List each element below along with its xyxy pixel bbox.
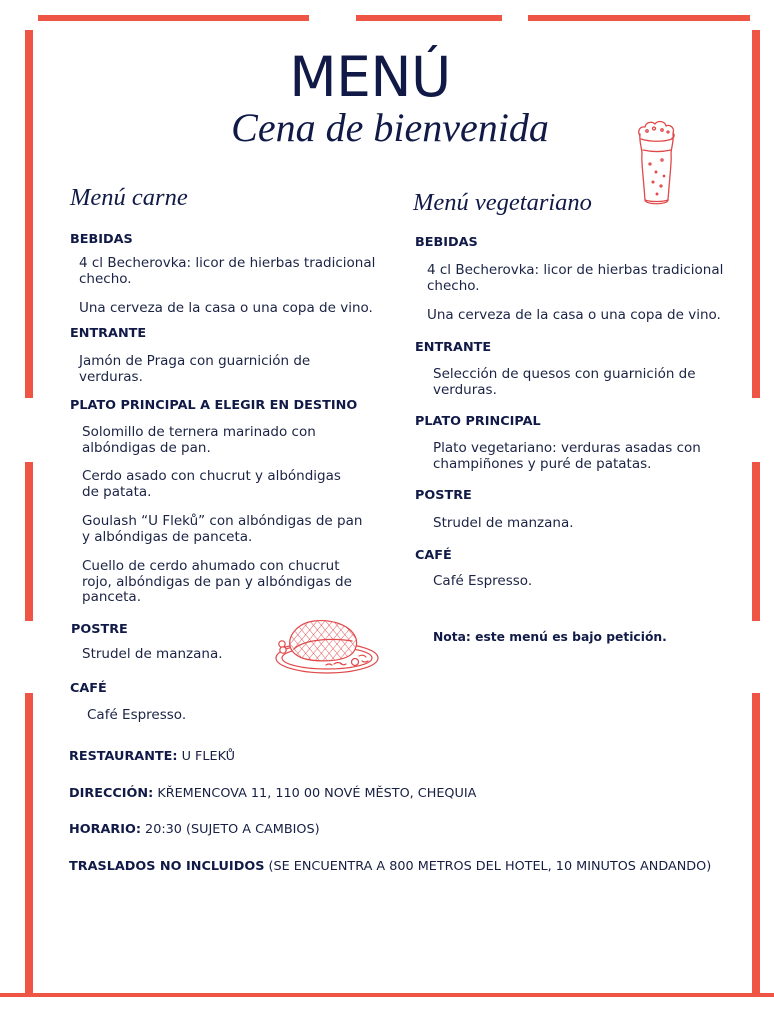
menu-item: Plato vegetariano: verduras asadas con champiñones y puré de patatas. (433, 440, 701, 472)
detail-label: RESTAURANTE: (69, 749, 178, 764)
detail-traslados (69, 859, 711, 875)
menu-item: Strudel de manzana. (82, 646, 223, 662)
section-title-cafe: CAFÉ (415, 548, 452, 563)
frame-bar-right-lower (752, 693, 760, 995)
frame-bar-left-lower (25, 693, 33, 995)
menu-item: Strudel de manzana. (433, 515, 574, 531)
menu-carne-heading: Menú carne (70, 184, 188, 211)
detail-label: TRASLADOS NO INCLUIDOS (69, 859, 265, 874)
detail-value: U FLEKŮ (181, 749, 236, 764)
frame-bar-top-center (356, 15, 502, 21)
detail-label: HORARIO: (69, 822, 141, 837)
frame-bar-left-upper (25, 30, 33, 398)
frame-bar-right-upper (752, 30, 760, 398)
menu-item: Café Espresso. (433, 573, 533, 589)
frame-bar-left-middle (25, 462, 33, 621)
beer-glass-icon (632, 120, 682, 210)
menu-item: Solomillo de ternera marinado con albóndigas de pan. (82, 424, 316, 456)
detail-label: DIRECCIÓN: (69, 786, 154, 801)
detail-value: KŘEMENCOVA 11, 110 00 NOVÉ MĚSTO, CHEQUIA (157, 786, 477, 801)
section-title-plato-principal: PLATO PRINCIPAL A ELEGIR EN DESTINO (70, 398, 358, 413)
detail-restaurante (69, 749, 235, 765)
menu-vegetariano-heading: Menú vegetariano (413, 189, 592, 216)
frame-bar-right-middle (752, 462, 760, 621)
menu-item: Cuello de cerdo ahumado con chucrut rojo, albóndigas de pan y albóndigas de panceta. (82, 558, 352, 605)
section-title-postre: POSTRE (71, 622, 128, 637)
section-title-entrante: ENTRANTE (415, 340, 492, 355)
menu-item: Cerdo asado con chucrut y albóndigas de patata. (82, 468, 341, 500)
frame-bar-top-left (38, 15, 309, 21)
page-subtitle: Cena de bienvenida (231, 105, 549, 150)
section-title-entrante: ENTRANTE (70, 326, 147, 341)
vegetarian-note: Nota: este menú es bajo petición. (433, 630, 667, 644)
menu-item: Goulash “U Fleků” con albóndigas de pan y albóndigas de panceta. (82, 513, 363, 545)
section-title-cafe: CAFÉ (70, 681, 107, 696)
page-title: MENÚ (289, 45, 451, 109)
section-title-bebidas: BEBIDAS (415, 235, 478, 250)
detail-value: 20:30 (SUJETO A CAMBIOS) (145, 822, 320, 837)
section-title-bebidas: BEBIDAS (70, 232, 133, 247)
menu-item: Una cerveza de la casa o una copa de vino. (427, 307, 721, 323)
detail-direccion (69, 786, 476, 802)
menu-item: 4 cl Becherovka: licor de hierbas tradicional checho. (427, 262, 724, 294)
roast-ham-icon (274, 616, 380, 676)
frame-bar-bottom (0, 993, 774, 997)
detail-horario (69, 822, 320, 838)
menu-item: 4 cl Becherovka: licor de hierbas tradicional checho. (79, 255, 376, 287)
menu-item: Jamón de Praga con guarnición de verduras. (79, 353, 311, 385)
detail-value: (SE ENCUENTRA A 800 METROS DEL HOTEL, 10 MINUTOS ANDANDO) (268, 859, 712, 874)
frame-bar-top-right (528, 15, 750, 21)
section-title-postre: POSTRE (415, 488, 472, 503)
menu-item: Una cerveza de la casa o una copa de vino. (79, 300, 373, 316)
menu-item: Café Espresso. (87, 707, 187, 723)
menu-item: Selección de quesos con guarnición de verduras. (433, 366, 696, 398)
section-title-plato-principal: PLATO PRINCIPAL (415, 414, 541, 429)
